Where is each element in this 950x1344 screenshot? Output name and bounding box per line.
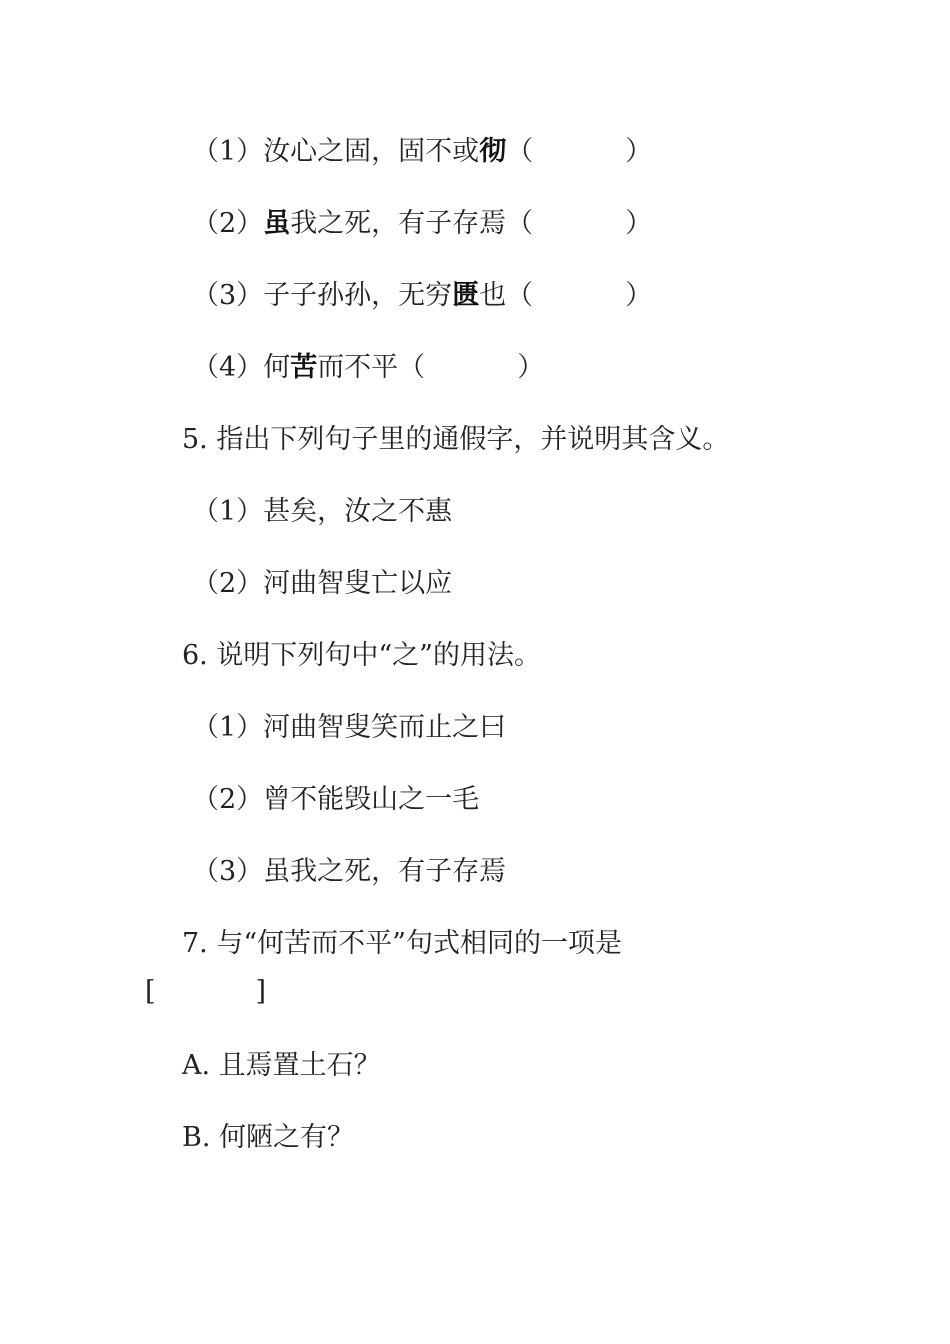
bracket-open: [ (145, 976, 156, 1007)
item-text: 汝心之固，固不或 (263, 136, 480, 167)
item-label: （4） (192, 352, 264, 383)
bold-char: 匮 (452, 280, 480, 311)
item-text: 何 (263, 352, 291, 383)
option-a: A. 且焉置土石？ (182, 1050, 381, 1081)
option-b: B. 何陋之有？ (182, 1122, 355, 1153)
q5-item-2: （2）河曲智叟亡以应 (192, 568, 453, 599)
q4-item-1 (192, 132, 652, 172)
item-text: 子子孙孙，无穷 (263, 280, 453, 311)
item-label: （2） (192, 208, 264, 239)
bold-char: 虽 (263, 208, 291, 239)
item-text: 而不平（ (317, 352, 426, 383)
item-text: （ (506, 136, 534, 167)
question-5-title: 5. 指出下列句子里的通假字，并说明其含义。 (182, 424, 730, 455)
bracket-close: ] (255, 976, 267, 1007)
item-text: 也（ (479, 280, 534, 311)
question-6-title: 6. 说明下列句中“之”的用法。 (182, 640, 541, 671)
item-label: （3） (192, 280, 264, 311)
q5-item-1: （1）甚矣，汝之不惠 (192, 496, 453, 527)
item-text: 我之死，有子存焉（ (290, 208, 534, 239)
q4-item-4 (192, 348, 544, 388)
close-paren: ） (517, 352, 545, 383)
question-7-title: 7. 与“何苦而不平”句式相同的一项是 (182, 928, 622, 959)
q6-item-2: （2）曾不能毁山之一毛 (192, 784, 480, 815)
close-paren: ） (625, 136, 653, 167)
q4-item-3 (192, 276, 652, 316)
bold-char: 彻 (479, 136, 507, 167)
bold-char: 苦 (290, 352, 318, 383)
item-label: （1） (192, 136, 264, 167)
q6-item-3: （3）虽我之死，有子存焉 (192, 856, 507, 887)
answer-bracket[interactable] (145, 972, 266, 1012)
q6-item-1: （1）河曲智叟笑而止之曰 (192, 712, 507, 743)
q4-item-2 (192, 204, 652, 244)
close-paren: ） (625, 280, 653, 311)
close-paren: ） (625, 208, 653, 239)
